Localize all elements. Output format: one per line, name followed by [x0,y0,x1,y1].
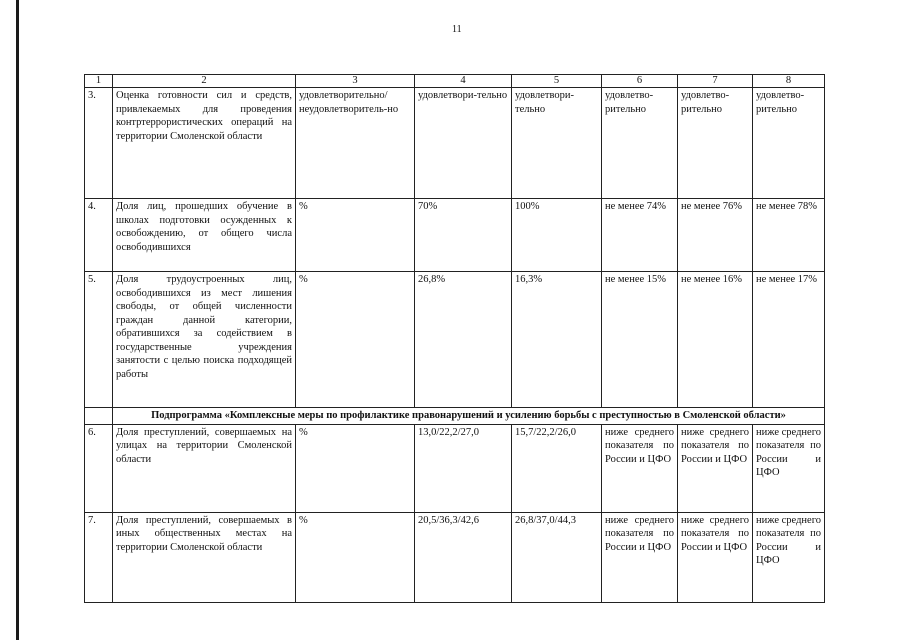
value-col4: 13,0/22,2/27,0 [415,424,512,512]
row-number: 7. [85,512,113,602]
row-number: 5. [85,272,113,408]
indicator-name: Доля преступлений, совершаемых на улицах на территории Смоленской области [113,424,296,512]
unit-cell: % [296,424,415,512]
page-number: 11 [452,24,462,35]
subprogram-row [85,408,825,425]
value-col7: не менее 16% [678,272,753,408]
value-col6: ниже среднего показателя по России и ЦФО [602,512,678,602]
value-col5: 15,7/22,2/26,0 [512,424,602,512]
value-col4: удовлетвори-тельно [415,88,512,199]
table-row [85,199,825,272]
value-col5: удовлетвори-тельно [512,88,602,199]
value-col5: 100% [512,199,602,272]
header-cell-6: 6 [602,75,678,88]
value-col7: удовлетво-рительно [678,88,753,199]
row-number: 6. [85,424,113,512]
scan-edge-line [16,0,19,640]
value-col6: не менее 15% [602,272,678,408]
unit-cell: % [296,199,415,272]
value-col4: 20,5/36,3/42,6 [415,512,512,602]
unit-cell: удовлетворительно/ неудовлетворитель-но [296,88,415,199]
value-col7: не менее 76% [678,199,753,272]
header-cell-2: 2 [113,75,296,88]
indicator-name: Доля лиц, прошедших обучение в школах подготовки осужденных к освобождению, от общего числа освободившихся [113,199,296,272]
value-col6: удовлетво-рительно [602,88,678,199]
header-cell-5: 5 [512,75,602,88]
value-col7: ниже среднего показателя по России и ЦФО [678,512,753,602]
indicators-table [84,74,825,603]
table-row [85,424,825,512]
value-col8: ниже среднего показателя по России и ЦФО [753,512,825,602]
header-cell-1: 1 [85,75,113,88]
value-col8: ниже среднего показателя по России и ЦФО [753,424,825,512]
value-col8: удовлетво-рительно [753,88,825,199]
value-col8: не менее 17% [753,272,825,408]
row-number: 4. [85,199,113,272]
row-number: 3. [85,88,113,199]
header-cell-4: 4 [415,75,512,88]
indicator-name: Оценка готовности сил и средств, привлекаемых для проведения контртеррористических операций на территории Смоленской области [113,88,296,199]
value-col6: ниже среднего показателя по России и ЦФО [602,424,678,512]
value-col7: ниже среднего показателя по России и ЦФО [678,424,753,512]
header-cell-3: 3 [296,75,415,88]
value-col6: не менее 74% [602,199,678,272]
header-cell-7: 7 [678,75,753,88]
unit-cell: % [296,512,415,602]
empty-cell [85,408,113,425]
value-col4: 26,8% [415,272,512,408]
value-col5: 26,8/37,0/44,3 [512,512,602,602]
table-row [85,88,825,199]
value-col5: 16,3% [512,272,602,408]
unit-cell: % [296,272,415,408]
subprogram-title: Подпрограмма «Комплексные меры по профилактике правонарушений и усилению борьбы с преступностью в Смоленской области» [113,408,825,425]
header-cell-8: 8 [753,75,825,88]
table-row [85,272,825,408]
indicator-name: Доля преступлений, совершаемых в иных общественных местах на территории Смоленской области [113,512,296,602]
table-row [85,512,825,602]
indicator-name: Доля трудоустроенных лиц, освободившихся из мест лишения свободы, от общей численности граждан данной категории, обратившихся за содействием в государственные учреждения занятости с целью поиска подходящей работы [113,272,296,408]
value-col8: не менее 78% [753,199,825,272]
value-col4: 70% [415,199,512,272]
header-row [85,75,825,88]
